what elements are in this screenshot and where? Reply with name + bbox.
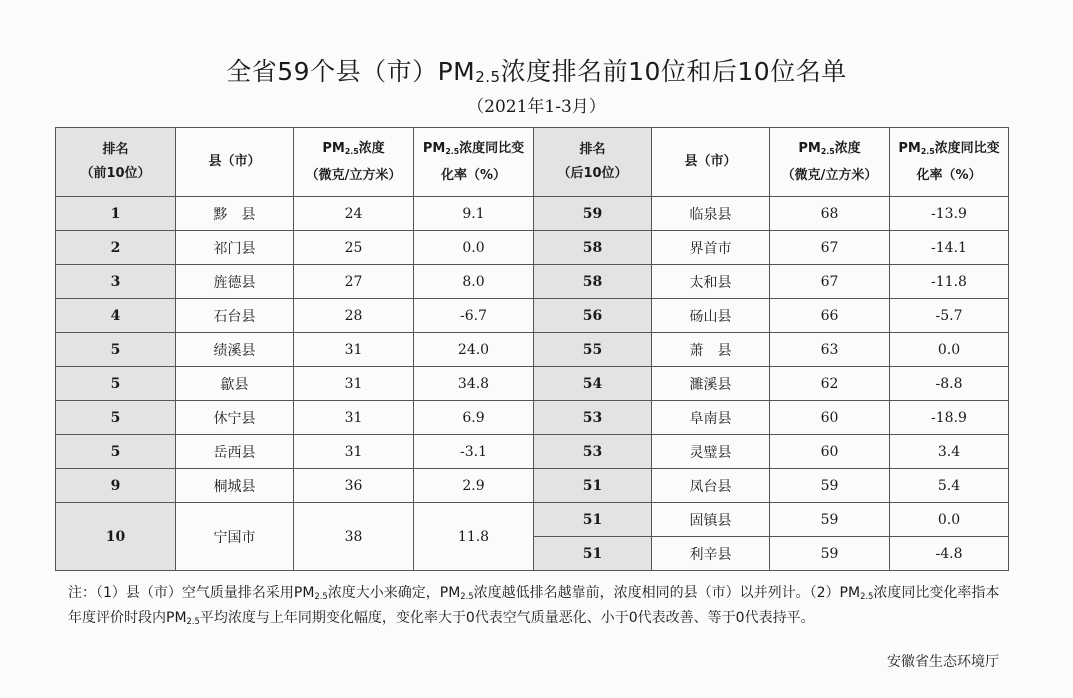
rank-cell: 5 — [56, 401, 176, 435]
change-cell: -13.9 — [890, 197, 1009, 231]
change-cell: 34.8 — [414, 367, 534, 401]
rank-cell: 4 — [56, 299, 176, 333]
county-cell: 黟 县 — [176, 197, 294, 231]
change-cell: -6.7 — [414, 299, 534, 333]
concentration-cell: 59 — [770, 503, 890, 537]
change-cell: 0.0 — [414, 231, 534, 265]
change-cell: -11.8 — [890, 265, 1009, 299]
header-rank-bottom: 排名 （后10位） — [534, 128, 652, 197]
concentration-cell: 31 — [294, 333, 414, 367]
table-row — [56, 469, 1009, 503]
rank-cell: 51 — [534, 537, 652, 571]
issuer-signature: 安徽省生态环境厅 — [887, 654, 999, 670]
rank-cell: 5 — [56, 435, 176, 469]
county-cell: 桐城县 — [176, 469, 294, 503]
header-county: 县（市） — [176, 128, 294, 197]
header-county-right: 县（市） — [652, 128, 770, 197]
county-cell: 临泉县 — [652, 197, 770, 231]
header-concentration: $PM_{2.5}$浓度 （微克/立方米） — [294, 128, 414, 197]
rank-cell: 58 — [534, 231, 652, 265]
county-cell: 祁门县 — [176, 231, 294, 265]
change-cell: 5.4 — [890, 469, 1009, 503]
change-cell: -3.1 — [414, 435, 534, 469]
concentration-cell: 24 — [294, 197, 414, 231]
concentration-cell: 36 — [294, 469, 414, 503]
table-row — [56, 435, 1009, 469]
page-subtitle: （2021年1-3月） — [467, 97, 606, 117]
rank-cell: 59 — [534, 197, 652, 231]
change-cell: 0.0 — [890, 503, 1009, 537]
concentration-cell: 25 — [294, 231, 414, 265]
county-cell: 濉溪县 — [652, 367, 770, 401]
rank-cell: 53 — [534, 435, 652, 469]
concentration-cell: 66 — [770, 299, 890, 333]
concentration-cell: 59 — [770, 469, 890, 503]
concentration-cell: 27 — [294, 265, 414, 299]
rank-cell: 10 — [56, 503, 176, 571]
rank-cell: 51 — [534, 469, 652, 503]
concentration-cell: 59 — [770, 537, 890, 571]
footnote: 注：（1）县（市）空气质量排名采用$PM_{2.5}$浓度大小来确定，$PM_{2.5}$浓度越低排名越靠前，浓度相同的县（市）以并列计。$(2)PM_{2.5}$浓度同比变化率指本年度评价时段内$PM_{2.5}$平均浓度与上年同期变化幅度，变化率大于0代表空气质量恶化、小于0代表改善、等于0代表持平。 — [68, 585, 1000, 626]
table-row — [56, 401, 1009, 435]
change-cell: 24.0 — [414, 333, 534, 367]
county-cell: 宁国市 — [176, 503, 294, 571]
concentration-cell: 31 — [294, 367, 414, 401]
county-cell: 岳西县 — [176, 435, 294, 469]
rank-cell: 9 — [56, 469, 176, 503]
concentration-cell: 68 — [770, 197, 890, 231]
table-row — [56, 333, 1009, 367]
concentration-cell: 62 — [770, 367, 890, 401]
county-cell: 休宁县 — [176, 401, 294, 435]
rank-cell: 54 — [534, 367, 652, 401]
rank-cell: 5 — [56, 333, 176, 367]
table-row — [56, 231, 1009, 265]
concentration-cell: 38 — [294, 503, 414, 571]
concentration-cell: 60 — [770, 435, 890, 469]
page-title: 全省59个县（市）$PM_{2.5}$浓度排名前10位和后10位名单 — [226, 57, 847, 86]
header-change-rate: $PM_{2.5}$浓度同比变 化率（%） — [414, 128, 534, 197]
rank-cell: 2 — [56, 231, 176, 265]
change-cell: -4.8 — [890, 537, 1009, 571]
county-cell: 歙县 — [176, 367, 294, 401]
change-cell: -18.9 — [890, 401, 1009, 435]
county-cell: 阜南县 — [652, 401, 770, 435]
concentration-cell: 67 — [770, 231, 890, 265]
rank-cell: 51 — [534, 503, 652, 537]
county-cell: 砀山县 — [652, 299, 770, 333]
change-cell: 3.4 — [890, 435, 1009, 469]
change-cell: 11.8 — [414, 503, 534, 571]
table-header-row — [56, 128, 1009, 197]
concentration-cell: 60 — [770, 401, 890, 435]
rank-cell: 1 — [56, 197, 176, 231]
rank-cell: 3 — [56, 265, 176, 299]
county-cell: 旌德县 — [176, 265, 294, 299]
header-rank-top: 排名 （前10位） — [56, 128, 176, 197]
concentration-cell: 63 — [770, 333, 890, 367]
county-cell: 太和县 — [652, 265, 770, 299]
concentration-cell: 31 — [294, 401, 414, 435]
rank-cell: 5 — [56, 367, 176, 401]
concentration-cell: 31 — [294, 435, 414, 469]
county-cell: 利辛县 — [652, 537, 770, 571]
table-row — [56, 503, 1009, 537]
change-cell: 2.9 — [414, 469, 534, 503]
change-cell: -14.1 — [890, 231, 1009, 265]
county-cell: 灵璧县 — [652, 435, 770, 469]
table-row — [56, 265, 1009, 299]
county-cell: 凤台县 — [652, 469, 770, 503]
county-cell: 萧 县 — [652, 333, 770, 367]
header-change-rate-right: $PM_{2.5}$浓度同比变 化率（%） — [890, 128, 1009, 197]
concentration-cell: 67 — [770, 265, 890, 299]
change-cell: 6.9 — [414, 401, 534, 435]
rank-cell: 56 — [534, 299, 652, 333]
change-cell: -5.7 — [890, 299, 1009, 333]
table-row — [56, 197, 1009, 231]
ranking-table — [55, 127, 1009, 571]
rank-cell: 53 — [534, 401, 652, 435]
rank-cell: 58 — [534, 265, 652, 299]
header-concentration-right: $PM_{2.5}$浓度 （微克/立方米） — [770, 128, 890, 197]
table-row — [56, 299, 1009, 333]
rank-cell: 55 — [534, 333, 652, 367]
concentration-cell: 28 — [294, 299, 414, 333]
change-cell: -8.8 — [890, 367, 1009, 401]
table-row — [56, 367, 1009, 401]
county-cell: 界首市 — [652, 231, 770, 265]
county-cell: 固镇县 — [652, 503, 770, 537]
change-cell: 8.0 — [414, 265, 534, 299]
change-cell: 9.1 — [414, 197, 534, 231]
county-cell: 石台县 — [176, 299, 294, 333]
county-cell: 绩溪县 — [176, 333, 294, 367]
change-cell: 0.0 — [890, 333, 1009, 367]
